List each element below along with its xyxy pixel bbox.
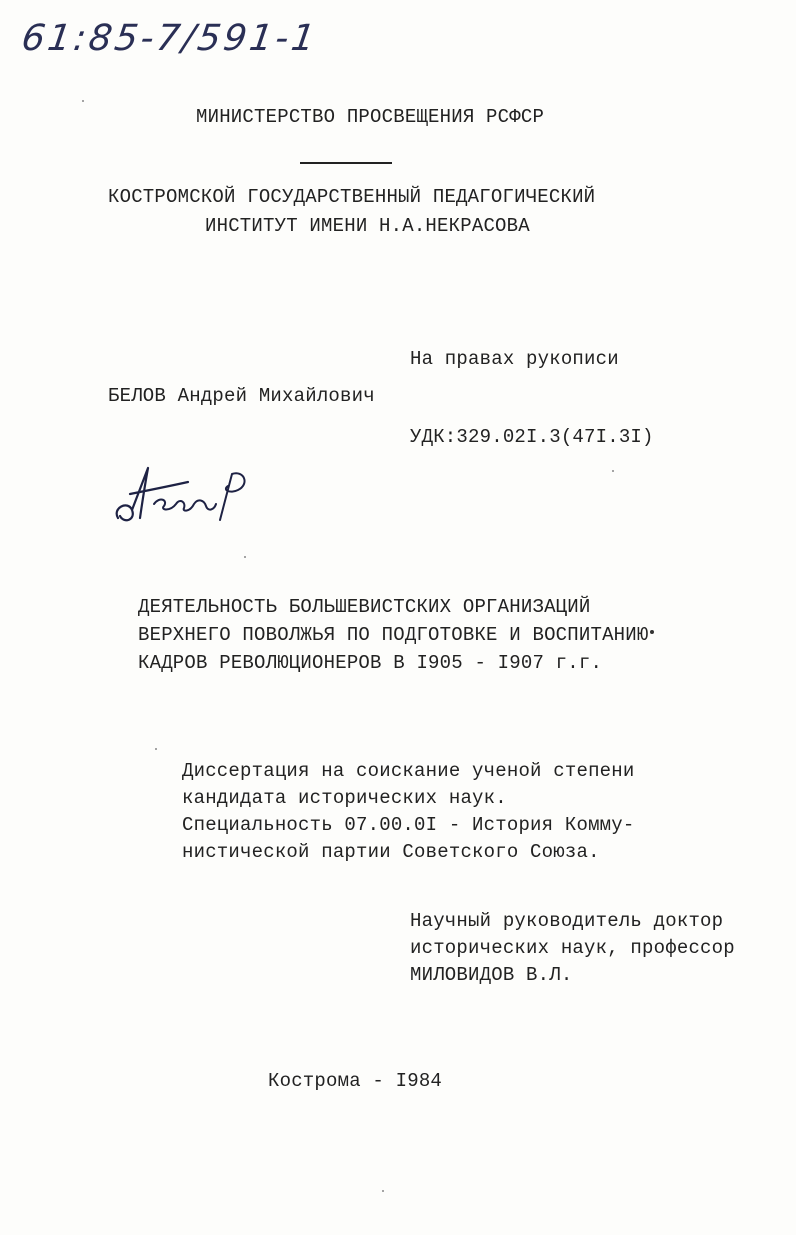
paper-speck <box>612 470 614 472</box>
dissertation-line-3: Специальность 07.00.0I - История Комму- <box>182 814 635 836</box>
title-line-1: ДЕЯТЕЛЬНОСТЬ БОЛЬШЕВИСТСКИХ ОРГАНИЗАЦИЙ <box>138 596 591 618</box>
supervisor-line-1: Научный руководитель доктор <box>410 910 724 932</box>
title-line-2: ВЕРХНЕГО ПОВОЛЖЬЯ ПО ПОДГОТОВКЕ И ВОСПИТАНИЮ <box>138 624 649 646</box>
supervisor-line-2: исторических наук, профессор <box>410 937 735 959</box>
paper-speck <box>155 748 157 750</box>
author-name: БЕЛОВ Андрей Михайлович <box>108 385 375 407</box>
paper-speck <box>244 556 246 558</box>
udc-code: УДК:329.02I.3(47I.3I) <box>410 426 654 448</box>
institute-line-2: ИНСТИТУТ ИМЕНИ Н.А.НЕКРАСОВА <box>205 215 530 237</box>
city-year: Кострома - I984 <box>268 1070 443 1092</box>
ministry-heading: МИНИСТЕРСТВО ПРОСВЕЩЕНИЯ РСФСР <box>196 106 545 128</box>
paper-speck <box>382 1190 384 1192</box>
manuscript-rights: На правах рукописи <box>410 348 619 370</box>
signature-mark <box>110 460 260 530</box>
stray-mark <box>650 630 654 634</box>
archive-mark: 61:85-7/591-1 <box>19 18 321 59</box>
supervisor-line-3: МИЛОВИДОВ В.Л. <box>410 964 573 986</box>
divider-line <box>300 162 392 164</box>
institute-line-1: КОСТРОМСКОЙ ГОСУДАРСТВЕННЫЙ ПЕДАГОГИЧЕСКИЙ <box>108 186 596 208</box>
dissertation-line-1: Диссертация на соискание ученой степени <box>182 760 635 782</box>
paper-speck <box>82 100 84 102</box>
dissertation-line-2: кандидата исторических наук. <box>182 787 507 809</box>
dissertation-line-4: нистической партии Советского Союза. <box>182 841 600 863</box>
title-line-3: КАДРОВ РЕВОЛЮЦИОНЕРОВ В I905 - I907 г.г. <box>138 652 603 674</box>
